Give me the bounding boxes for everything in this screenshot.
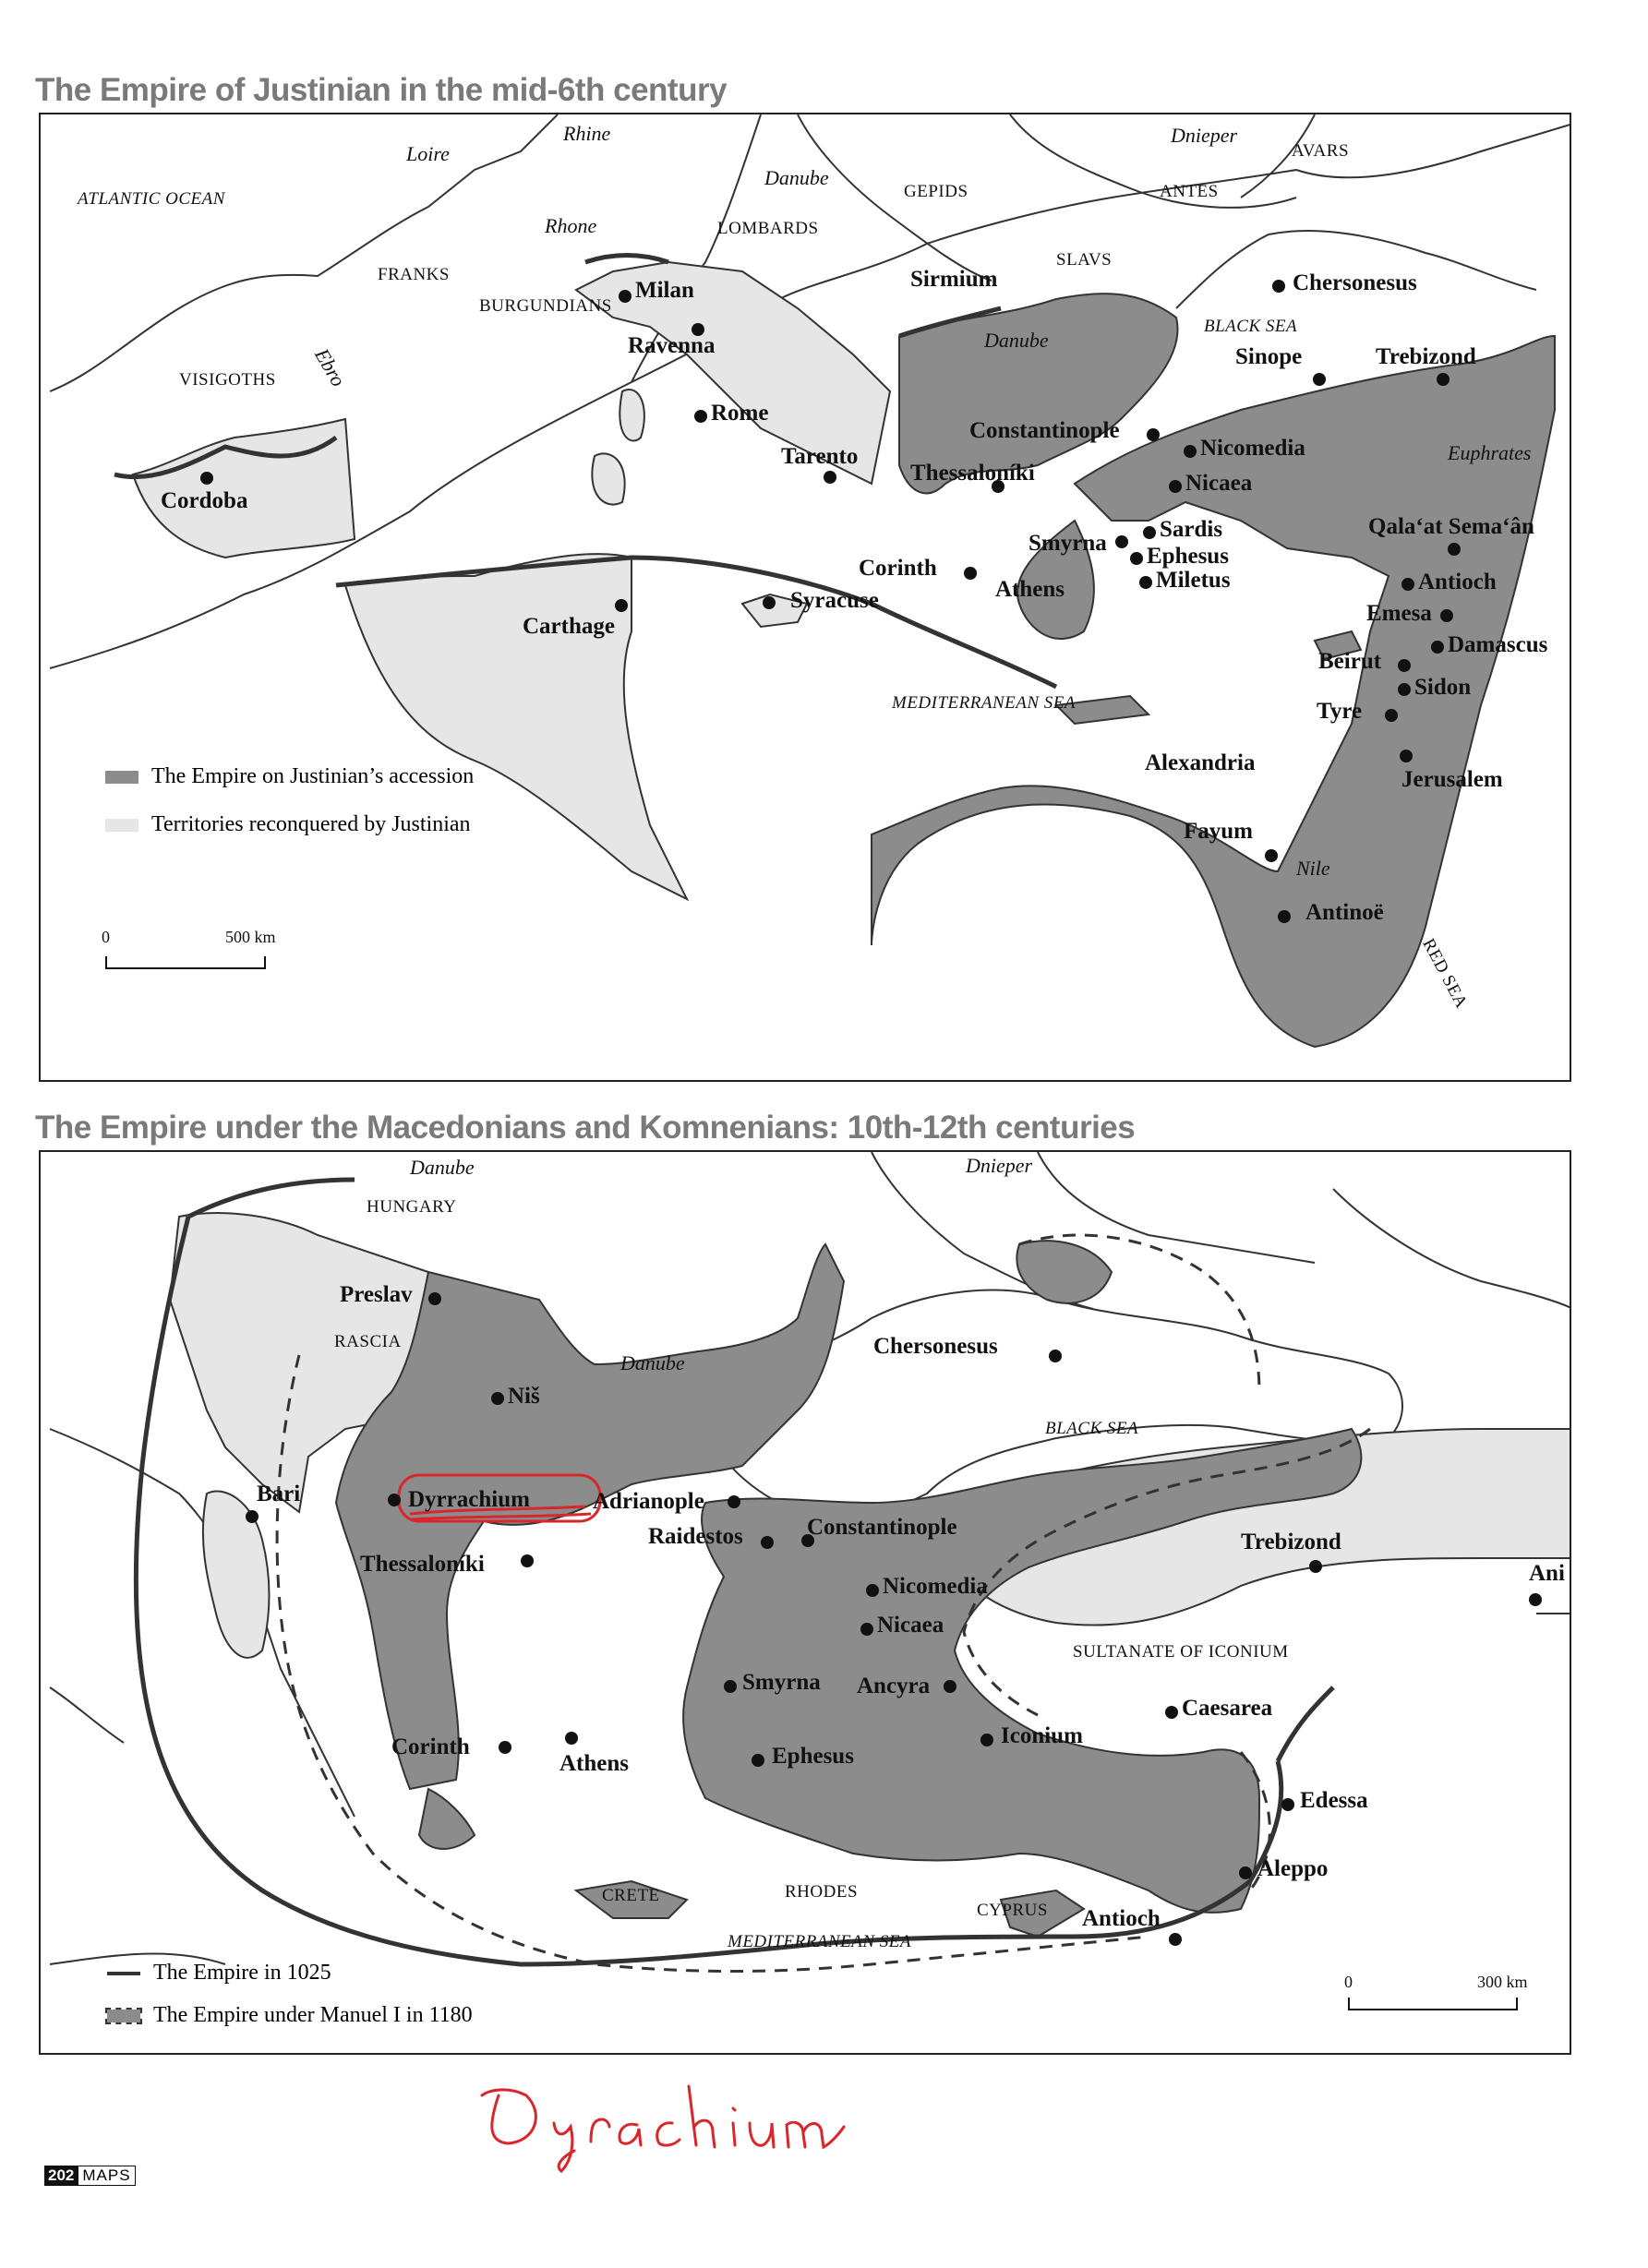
city-dot bbox=[1431, 641, 1444, 654]
label-black-sea-2: BLACK SEA bbox=[1045, 1419, 1139, 1438]
scale-end: 500 km bbox=[225, 928, 276, 946]
city-ani: Ani bbox=[1529, 1561, 1565, 1586]
city-dot bbox=[1278, 910, 1291, 923]
label-red-sea: RED SEA bbox=[1418, 935, 1472, 1012]
river-dnieper: Dnieper bbox=[1171, 124, 1238, 147]
city-thessaloniki: Thessaloníki bbox=[910, 461, 1035, 486]
page-number: 202 bbox=[44, 2166, 78, 2186]
city-nis: Niš bbox=[508, 1384, 540, 1409]
city-beirut: Beirut bbox=[1318, 649, 1382, 674]
city-dot bbox=[1401, 578, 1414, 591]
legend-swatch-dark bbox=[105, 771, 138, 784]
label-antes: ANTES bbox=[1160, 182, 1219, 201]
city-dot bbox=[763, 596, 776, 609]
city-dot bbox=[1184, 445, 1197, 458]
map2-frame bbox=[39, 1150, 1571, 2055]
city-adrianople: Adrianople bbox=[593, 1489, 704, 1514]
river-danube-a: Danube bbox=[410, 1156, 475, 1179]
city-smyrna: Smyrna bbox=[1028, 531, 1107, 556]
city-dot bbox=[388, 1494, 401, 1506]
city-tarento: Tarento bbox=[781, 444, 859, 469]
handwritten-annotation bbox=[471, 2068, 914, 2178]
city-athens-2: Athens bbox=[559, 1751, 630, 1776]
city-nicomedia-2: Nicomedia bbox=[883, 1574, 988, 1599]
city-qalaat: Qala‘at Sema‘ân bbox=[1368, 514, 1534, 539]
city-dot bbox=[1398, 683, 1411, 696]
label-med-sea: MEDITERRANEAN SEA bbox=[892, 693, 1076, 713]
map2-title: The Empire under the Macedonians and Komnenians: 10th-12th centuries bbox=[35, 1110, 1136, 1146]
city-dot bbox=[980, 1734, 993, 1746]
city-smyrna-2: Smyrna bbox=[742, 1670, 821, 1695]
city-dot bbox=[1440, 609, 1453, 622]
scale-zero: 0 bbox=[102, 928, 110, 946]
city-dot bbox=[1385, 709, 1398, 722]
city-ravenna: Ravenna bbox=[628, 333, 716, 358]
legend-reconquered-label: Territories reconquered by Justinian bbox=[151, 812, 471, 836]
label-rascia: RASCIA bbox=[334, 1332, 402, 1351]
river-danube-2: Danube bbox=[984, 329, 1049, 352]
city-iconium: Iconium bbox=[1001, 1723, 1083, 1748]
label-med-sea-2: MEDITERRANEAN SEA bbox=[728, 1932, 911, 1951]
legend-1180 bbox=[107, 2003, 473, 2028]
city-tyre: Tyre bbox=[1317, 699, 1363, 724]
legend-swatch-light bbox=[105, 819, 138, 832]
city-dot bbox=[1437, 373, 1450, 386]
map2-territory bbox=[41, 1152, 1571, 2055]
city-dot bbox=[1281, 1798, 1294, 1811]
river-euphrates: Euphrates bbox=[1448, 441, 1532, 464]
city-dot bbox=[724, 1680, 737, 1693]
city-dot bbox=[1147, 428, 1160, 441]
scale-bar bbox=[102, 928, 276, 975]
city-ephesus-2: Ephesus bbox=[772, 1744, 854, 1769]
city-dot bbox=[200, 472, 213, 485]
river-rhone: Rhone bbox=[545, 214, 597, 237]
city-dot bbox=[1143, 526, 1156, 539]
city-dot bbox=[565, 1732, 578, 1745]
city-nicaea-2: Nicaea bbox=[877, 1613, 944, 1638]
river-ebro: Ebro bbox=[310, 344, 351, 390]
city-dot bbox=[1313, 373, 1326, 386]
label-iconium: SULTANATE OF ICONIUM bbox=[1073, 1642, 1289, 1662]
label-burgundians: BURGUNDIANS bbox=[479, 296, 612, 316]
city-dot bbox=[1169, 480, 1182, 493]
legend-line-solid bbox=[107, 1972, 140, 1975]
legend-accession bbox=[105, 764, 474, 789]
city-sardis: Sardis bbox=[1160, 517, 1223, 542]
city-dot bbox=[1265, 849, 1278, 862]
city-alexandria: Alexandria bbox=[1145, 750, 1256, 775]
city-raidestos: Raidestos bbox=[648, 1524, 743, 1549]
city-cordoba: Cordoba bbox=[161, 488, 248, 513]
city-sidon: Sidon bbox=[1414, 675, 1472, 700]
city-dot bbox=[1049, 1350, 1062, 1362]
city-ephesus: Ephesus bbox=[1147, 544, 1229, 569]
city-dot bbox=[694, 410, 707, 423]
scale-end-2: 300 km bbox=[1477, 1973, 1528, 1991]
city-dot bbox=[964, 567, 977, 580]
city-sinope: Sinope bbox=[1235, 344, 1303, 369]
city-aleppo: Aleppo bbox=[1257, 1856, 1329, 1881]
legend-swatch-dashed bbox=[107, 2010, 140, 2022]
city-chersonesus: Chersonesus bbox=[1293, 270, 1417, 295]
city-preslav: Preslav bbox=[340, 1282, 413, 1307]
label-franks: FRANKS bbox=[378, 265, 450, 284]
city-rome: Rome bbox=[711, 401, 769, 426]
city-dot bbox=[1115, 535, 1128, 548]
city-milan: Milan bbox=[635, 278, 694, 303]
city-dot bbox=[1448, 543, 1461, 556]
city-corinth: Corinth bbox=[859, 556, 937, 581]
label-lombards: LOMBARDS bbox=[717, 219, 819, 238]
section-label: MAPS bbox=[78, 2166, 135, 2186]
city-dot bbox=[761, 1536, 774, 1549]
city-antioch: Antioch bbox=[1418, 570, 1497, 594]
river-dnieper-2: Dnieper bbox=[966, 1154, 1033, 1177]
legend-1025-label: The Empire in 1025 bbox=[153, 1961, 331, 1985]
city-dot bbox=[619, 290, 632, 303]
city-dot bbox=[824, 471, 836, 484]
city-dyrrachium: Dyrrachium bbox=[408, 1487, 530, 1512]
city-antioch-2: Antioch bbox=[1082, 1906, 1161, 1931]
city-nicaea: Nicaea bbox=[1185, 471, 1253, 496]
city-bari: Bari bbox=[257, 1482, 301, 1506]
city-dot bbox=[246, 1510, 259, 1523]
legend-reconquered bbox=[105, 812, 471, 837]
river-nile: Nile bbox=[1296, 857, 1330, 880]
city-dot bbox=[1398, 659, 1411, 672]
city-antinoe: Antinoë bbox=[1305, 900, 1384, 925]
label-slavs: SLAVS bbox=[1056, 250, 1113, 270]
city-dot bbox=[1529, 1593, 1542, 1606]
city-nicomedia: Nicomedia bbox=[1200, 436, 1305, 461]
city-dot bbox=[860, 1623, 873, 1636]
page-footer bbox=[44, 2166, 136, 2186]
label-rhodes: RHODES bbox=[785, 1882, 859, 1902]
label-hungary: HUNGARY bbox=[367, 1197, 457, 1217]
scale-zero-2: 0 bbox=[1344, 1973, 1353, 1991]
city-damascus: Damascus bbox=[1448, 632, 1548, 657]
city-fayum: Fayum bbox=[1184, 819, 1253, 844]
river-danube-b: Danube bbox=[620, 1351, 685, 1374]
city-carthage: Carthage bbox=[523, 614, 615, 639]
label-atlantic: ATLANTIC OCEAN bbox=[78, 189, 225, 209]
city-dot bbox=[615, 599, 628, 612]
city-dot bbox=[1169, 1933, 1182, 1946]
city-sirmium: Sirmium bbox=[910, 267, 998, 292]
city-emesa: Emesa bbox=[1366, 601, 1432, 626]
legend-accession-label: The Empire on Justinian’s accession bbox=[151, 764, 475, 788]
city-athens: Athens bbox=[995, 577, 1065, 602]
river-danube-1: Danube bbox=[764, 166, 829, 189]
city-dot bbox=[866, 1584, 879, 1597]
map1-frame bbox=[39, 113, 1571, 1082]
city-dot bbox=[1239, 1866, 1252, 1879]
city-constantinople: Constantinople bbox=[969, 418, 1120, 443]
city-trebizond-2: Trebizond bbox=[1241, 1530, 1341, 1554]
legend-1180-label: The Empire under Manuel I in 1180 bbox=[153, 2003, 473, 2027]
city-dot bbox=[1309, 1560, 1322, 1573]
city-corinth-2: Corinth bbox=[391, 1734, 470, 1759]
city-dot bbox=[428, 1292, 441, 1305]
legend-1025 bbox=[107, 1961, 331, 1986]
label-crete: CRETE bbox=[602, 1886, 660, 1905]
city-dot bbox=[1272, 280, 1285, 293]
city-dot bbox=[491, 1392, 504, 1405]
city-syracuse: Syracuse bbox=[790, 588, 879, 613]
river-loire: Loire bbox=[406, 142, 450, 165]
label-visigoths: VISIGOTHS bbox=[179, 370, 276, 390]
city-thessaloniki-2: Thessaloníki bbox=[360, 1552, 485, 1577]
city-trebizond: Trebizond bbox=[1376, 344, 1476, 369]
map1-title: The Empire of Justinian in the mid-6th century bbox=[35, 72, 728, 108]
scale-bar-2 bbox=[1344, 1974, 1529, 2020]
label-black-sea: BLACK SEA bbox=[1204, 317, 1298, 336]
city-dot bbox=[1139, 576, 1152, 589]
city-dot bbox=[1130, 552, 1143, 565]
city-dot bbox=[499, 1741, 511, 1754]
city-dot bbox=[728, 1495, 740, 1508]
city-miletus: Miletus bbox=[1156, 568, 1231, 593]
city-ancyra: Ancyra bbox=[857, 1674, 931, 1698]
label-cyprus: CYPRUS bbox=[977, 1901, 1048, 1920]
city-dot bbox=[944, 1680, 956, 1693]
river-rhine: Rhine bbox=[563, 122, 611, 145]
city-constantinople-2: Constantinople bbox=[807, 1515, 957, 1540]
city-dot bbox=[1400, 750, 1413, 762]
label-avars: AVARS bbox=[1292, 141, 1350, 161]
city-edessa: Edessa bbox=[1300, 1788, 1368, 1813]
label-gepids: GEPIDS bbox=[904, 182, 968, 201]
city-dot bbox=[521, 1554, 534, 1567]
city-jerusalem: Jerusalem bbox=[1401, 767, 1503, 792]
city-dot bbox=[752, 1754, 764, 1767]
city-dot bbox=[1165, 1706, 1178, 1719]
city-chersonesus-2: Chersonesus bbox=[873, 1334, 998, 1359]
city-caesarea: Caesarea bbox=[1182, 1696, 1273, 1721]
